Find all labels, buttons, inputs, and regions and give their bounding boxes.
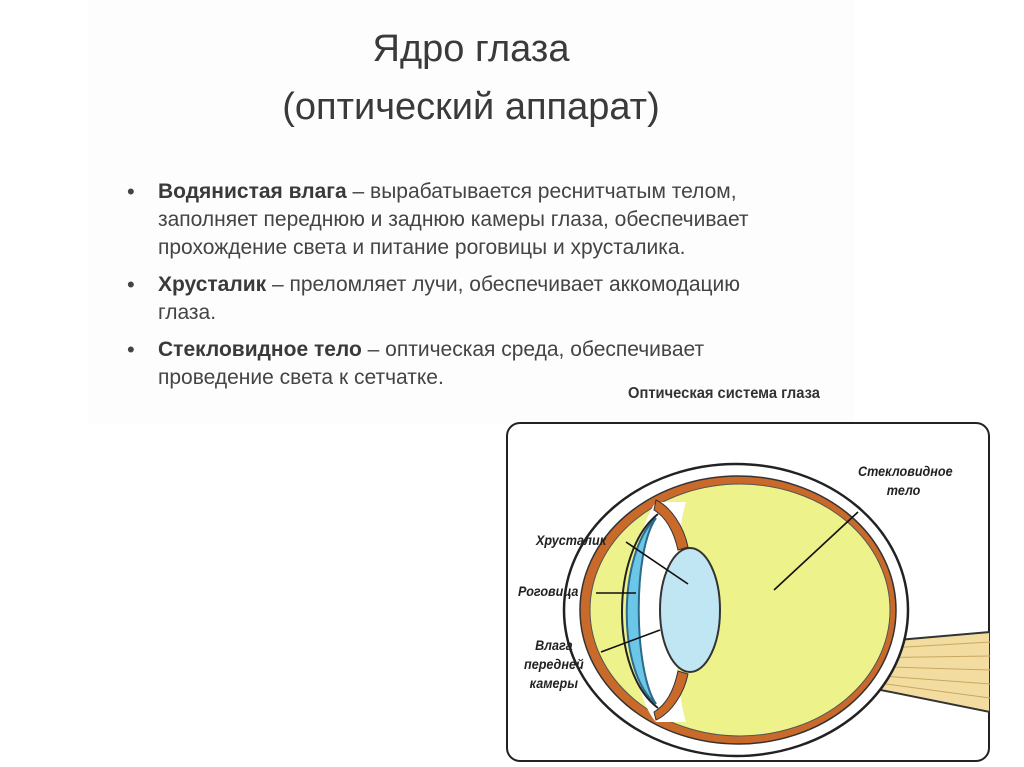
bullet-text: – оптическая среда, обеспечивает проведение света к сетчатке.	[158, 338, 705, 389]
bullet-text: – вырабатывается реснитчатым телом, заполняет переднюю и заднюю камеры глаза, обеспечивает прохождение света и питание роговицы и хрусталика.	[158, 180, 749, 259]
figure-title: Оптическая система глаза	[628, 385, 820, 402]
title-line-2: (оптический аппарат)	[282, 86, 660, 128]
bullet-vitreous	[123, 336, 803, 392]
title-line-1: Ядро глаза	[372, 28, 570, 70]
label-cornea: Роговица	[518, 583, 579, 599]
bullet-lens	[123, 271, 803, 327]
bullet-term: Водянистая влага	[158, 180, 347, 203]
label-aqueous: Влага передней камеры	[524, 637, 584, 691]
bullet-list	[123, 178, 803, 401]
label-vitreous: Стекловидное тело	[858, 463, 953, 498]
lens-shape	[660, 548, 720, 672]
bullet-term: Хрусталик	[158, 273, 267, 296]
bullet-dot: •	[127, 179, 135, 204]
bullet-term: Стекловидное тело	[158, 338, 362, 361]
bullet-dot: •	[127, 272, 135, 297]
bullet-aqueous	[123, 178, 803, 262]
bullet-text: – преломляет лучи, обеспечивает аккомодацию глаза.	[158, 273, 741, 324]
label-lens: Хрусталик	[536, 532, 607, 548]
bullet-dot: •	[127, 337, 135, 362]
slide-title	[88, 20, 854, 136]
